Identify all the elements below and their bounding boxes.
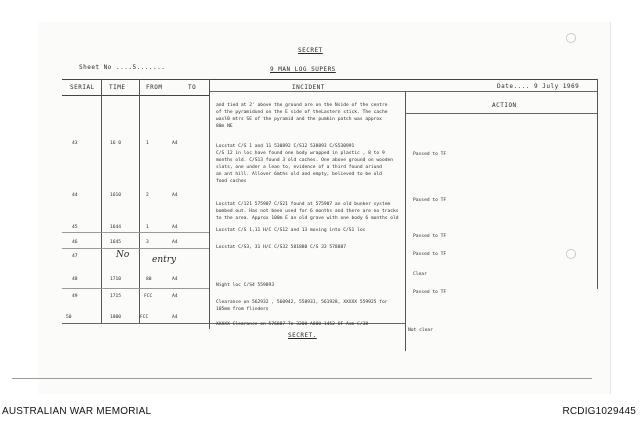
entry-incident-line: food caches	[216, 179, 247, 184]
row-sep-48	[62, 288, 209, 289]
entry-incident-line: XXXXX Clearance on 576887 To 3200 A800 1452 OF Asm C/38	[216, 322, 369, 327]
entry-from: 1	[146, 225, 149, 230]
entry-time: 1710	[110, 277, 122, 282]
entry-serial: 48	[72, 277, 78, 282]
entry-action: Passed to TF	[413, 152, 447, 157]
entry-from: 80	[146, 277, 152, 282]
entry-incident-line: to the area. Approx 100m E an old grave with one body 6 months old	[216, 216, 399, 221]
entry-incident-line: an ant hill. Allover 6mths old and empty, believed to be old	[216, 172, 382, 177]
punch-hole-bottom	[566, 249, 576, 259]
entry-from: FCC	[144, 294, 153, 299]
entry-time: 1644	[110, 225, 122, 230]
col-divider-2	[139, 79, 140, 323]
entry-action: Passed to TF	[413, 290, 447, 295]
continuation-line: and tied at 2' above the ground are on the Nside of the centre	[216, 103, 388, 108]
entry-incident-line: Clearance on 562932 , 560942, 558931, 561928, XXXXX 559925 for	[216, 300, 388, 305]
entry-to: A4	[172, 315, 178, 320]
entry-serial: 49	[72, 294, 78, 299]
col-header-to: TO	[188, 84, 197, 91]
col-divider-4	[405, 91, 406, 351]
entry-incident-line: Locstat C/121 575907 C/S21 found at 575907 an old bunker system	[216, 202, 391, 207]
entry-incident-line: bombed out. Has not been used for 6 months and there are no tracks	[216, 209, 399, 214]
col-header-time: TIME	[109, 84, 126, 91]
col-header-incident: INCIDENT	[292, 84, 325, 91]
sheet-number: Sheet No ....5.......	[79, 64, 166, 71]
log-sheet	[38, 22, 611, 394]
classification-top: SECRET	[298, 47, 323, 54]
entry-to: A4	[172, 294, 178, 299]
entry-serial: 44	[72, 193, 78, 198]
entry-time: 1610	[110, 193, 122, 198]
row-sep-46	[62, 248, 209, 249]
bottom-strip-line	[12, 378, 592, 379]
header-bottom-rule	[62, 95, 209, 96]
unit-title: 9 MAN LOG SUPERS	[270, 66, 336, 73]
entry-handwritten-entry: entry	[152, 255, 177, 265]
col-divider-right	[597, 79, 598, 289]
continuation-line: 80m NE	[216, 124, 233, 129]
table-top-rule	[62, 79, 598, 80]
log-date: Date.... 9 July 1969	[497, 83, 580, 90]
col-header-action: ACTION	[492, 102, 517, 109]
footer-institution: AUSTRALIAN WAR MEMORIAL	[2, 406, 152, 417]
entry-serial: 45	[72, 225, 78, 230]
entry-action: Clear	[413, 272, 427, 277]
entry-from: 1	[146, 141, 149, 146]
entry-handwritten-no: No	[116, 250, 130, 260]
entry-action: Passed to TF	[413, 252, 447, 257]
entry-time: 16 0	[110, 141, 122, 146]
punch-hole-top	[566, 33, 576, 43]
classification-bottom: SECRET.	[288, 332, 317, 339]
entry-action: Not clear	[408, 328, 433, 333]
entry-to: A4	[172, 225, 178, 230]
entry-incident-line: months old. C/S13 found 3 old caches. One above ground on wooden	[216, 158, 394, 163]
entry-incident-line: slats, one under a lean to, evidence of a third found ariund	[216, 165, 382, 170]
entry-to: A4	[172, 277, 178, 282]
entry-serial: 43	[72, 141, 78, 146]
entry-from: FCC	[140, 315, 149, 320]
entry-from: 2	[146, 193, 149, 198]
col-divider-1	[101, 79, 102, 323]
entry-incident-line: Locstat C/S 1,11 H/C C/S12 and 13 moving into C/S1 loc	[216, 228, 366, 233]
entry-action: Passed to TF	[413, 234, 447, 239]
entry-to: A4	[172, 240, 178, 245]
entry-from: 3	[146, 240, 149, 245]
entry-time: 1715	[110, 294, 122, 299]
entry-incident-line: Locstat C/S3, 31 H/C C/S32 581880 C/S 33 578887	[216, 245, 346, 250]
continuation-line: wasl0 mtrs SE of the pyramid and the pumkin patch was approx	[216, 117, 382, 122]
entry-action: Passed to TF	[413, 198, 447, 203]
entry-incident-line: 105mm from flinders	[216, 307, 269, 312]
entry-serial: 50	[66, 315, 72, 320]
entry-serial: 46	[72, 240, 78, 245]
col-header-from: FROM	[146, 84, 163, 91]
entry-incident-line: Locstat C/S 1 and 11 530892 C/S12 538893 C/S530991	[216, 144, 355, 149]
action-header-rule	[209, 91, 598, 92]
entry-to: A4	[172, 141, 178, 146]
row-sep-45	[62, 232, 209, 233]
continuation-line: of the pyramidund on the E side of theLastern stick. The cache	[216, 110, 388, 115]
action-subheader-rule	[405, 113, 598, 114]
entry-time: 1800	[110, 315, 122, 320]
col-header-serial: SERIAL	[70, 84, 95, 91]
entry-to: A4	[172, 193, 178, 198]
footer-record-id: RCDIG1029445	[562, 406, 636, 417]
col-divider-3	[209, 79, 210, 329]
entry-incident-line: C/S 12 in loc have found one body wrapped in plastic , 8 to 9	[216, 151, 385, 156]
entry-incident-line: Night loc C/S4 559893	[216, 283, 275, 288]
entry-serial: 47	[72, 254, 78, 259]
entry-time: 1645	[110, 240, 122, 245]
